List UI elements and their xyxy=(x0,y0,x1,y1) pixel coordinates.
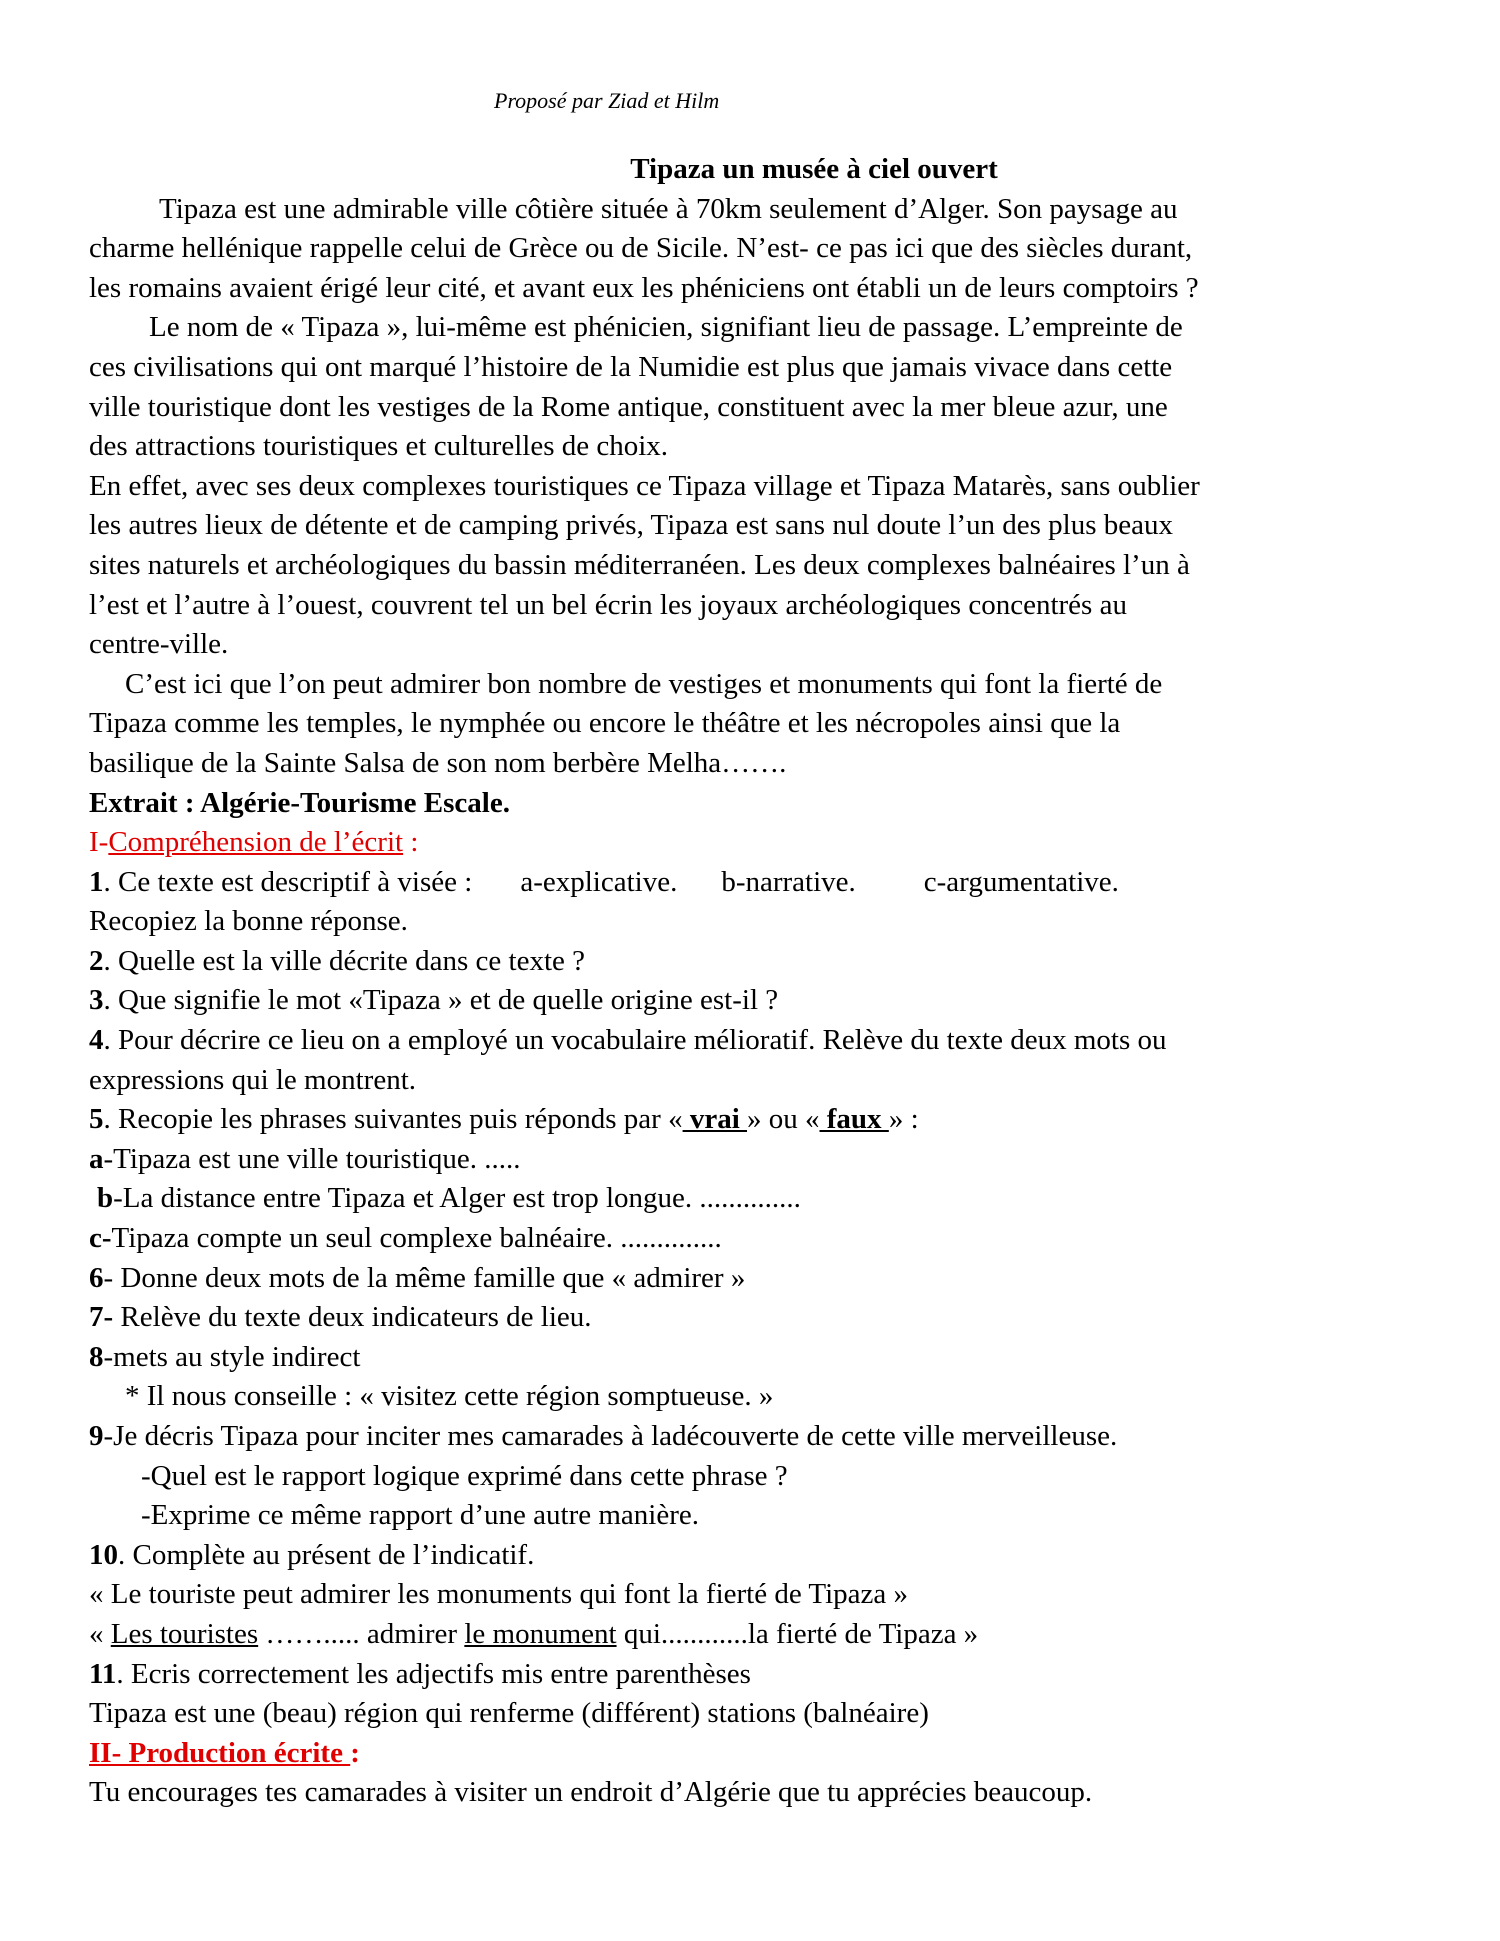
statement-letter: b xyxy=(97,1182,114,1215)
question-number: 5 xyxy=(89,1103,104,1136)
question-text: . Pour décrire ce lieu on a employé un vocabulaire mélioratif. Relève du texte deux mots ou xyxy=(103,1024,1167,1057)
question-1 xyxy=(89,863,1469,903)
exercise-text: qui............la fierté de Tipaza » xyxy=(616,1617,979,1650)
text-line: l’est et l’autre à l’ouest, couvrent tel un bel écrin les joyaux archéologiques concentrés au xyxy=(89,588,1127,621)
question-1-instruction: Recopiez la bonne réponse. xyxy=(89,905,408,938)
question-4 xyxy=(89,1021,1469,1061)
question-number: 1 xyxy=(89,865,104,898)
question-text: -mets au style indirect xyxy=(103,1340,361,1373)
question-text: » : xyxy=(888,1103,919,1136)
question-number: 2 xyxy=(89,944,104,977)
statement-letter: c- xyxy=(89,1222,112,1255)
section-title: Compréhension de l’écrit xyxy=(108,826,404,859)
statement-letter: a xyxy=(89,1142,104,1175)
statement-text: Tipaza compte un seul complexe balnéaire. .............. xyxy=(111,1222,722,1255)
section-heading-comprehension xyxy=(89,823,1469,863)
section-colon: : xyxy=(350,1736,360,1769)
question-number: 9 xyxy=(89,1420,104,1452)
document-body xyxy=(89,150,1469,1813)
question-text: . Ce texte est descriptif à visée : xyxy=(103,865,473,898)
question-number: 3 xyxy=(89,984,104,1017)
section-colon: : xyxy=(403,826,419,859)
question-7 xyxy=(89,1298,1469,1338)
production-prompt: Tu encourages tes camarades à visiter un endroit d’Algérie que tu apprécies beaucoup. xyxy=(89,1776,1093,1809)
question-number: 4 xyxy=(89,1024,104,1057)
question-6 xyxy=(89,1259,1469,1299)
question-11-sentence: Tipaza est une (beau) région qui renferme (différent) stations (balnéaire) xyxy=(89,1697,929,1730)
question-text: Relève du texte deux indicateurs de lieu. xyxy=(113,1301,592,1334)
question-text: . Complète au présent de l’indicatif. xyxy=(118,1538,535,1571)
question-number: 7- xyxy=(89,1301,114,1334)
option-c: c-argumentative. xyxy=(923,865,1119,898)
text-line: charme hellénique rappelle celui de Grèce ou de Sicile. N’est- ce pas ici que des siècles durant, xyxy=(89,232,1193,265)
question-text: . Que signifie le mot «Tipaza » et de quelle origine est-il ? xyxy=(103,984,779,1017)
text-line: les romains avaient érigé leur cité, et avant eux les phéniciens ont établi un de leurs comptoirs ? xyxy=(89,271,1199,304)
author-line: Proposé par Ziad et Hilm xyxy=(494,88,720,113)
statement-a xyxy=(89,1140,1469,1180)
statement-text: -Tipaza est une ville touristique. ..... xyxy=(103,1142,521,1175)
text-line: Le nom de « Tipaza », lui-même est phénicien, signifiant lieu de passage. L’empreinte de xyxy=(149,311,1183,344)
question-number: 6 xyxy=(89,1261,104,1294)
question-9-sub-1: -Quel est le rapport logique exprimé dans cette phrase ? xyxy=(141,1459,788,1492)
section-prefix: I- xyxy=(89,826,109,859)
question-2 xyxy=(89,942,1469,982)
text-line: basilique de la Sainte Salsa de son nom berbère Melha……. xyxy=(89,746,787,779)
question-text: - Donne deux mots de la même famille que « admirer » xyxy=(103,1261,746,1294)
underlined-subject: Les touristes xyxy=(110,1617,259,1650)
text-line: Tipaza comme les temples, le nymphée ou encore le théâtre et les nécropoles ainsi que la xyxy=(89,707,1121,740)
statement-c xyxy=(89,1219,1469,1259)
word-faux: faux xyxy=(819,1103,889,1136)
question-5 xyxy=(89,1100,1469,1140)
question-number: 11 xyxy=(89,1657,117,1690)
question-8-quote: * Il nous conseille : « visitez cette région somptueuse. » xyxy=(125,1380,774,1413)
page-title: Tipaza un musée à ciel ouvert xyxy=(630,153,998,185)
text-line: les autres lieux de détente et de camping privés, Tipaza est sans nul doute l’un des plus beaux xyxy=(89,509,1174,542)
section-heading-production xyxy=(89,1734,1469,1774)
question-9 xyxy=(89,1417,1469,1457)
section-title: II- Production écrite xyxy=(89,1736,351,1769)
option-a: a-explicative. xyxy=(520,865,678,898)
question-4-continued: expressions qui le montrent. xyxy=(89,1063,417,1096)
underlined-object: le monument xyxy=(464,1617,617,1650)
statement-text: -La distance entre Tipaza et Alger est trop longue. .............. xyxy=(113,1182,801,1215)
question-text: . Quelle est la ville décrite dans ce texte ? xyxy=(103,944,586,977)
text-line: des attractions touristiques et culturelles de choix. xyxy=(89,430,669,463)
text-line: ces civilisations qui ont marqué l’histoire de la Numidie est plus que jamais vivace dans cette xyxy=(89,350,1173,383)
text-line: C’est ici que l’on peut admirer bon nombre de vestiges et monuments qui font la fierté de xyxy=(125,667,1163,700)
question-text: » ou « xyxy=(747,1103,820,1136)
text-line: Tipaza est une admirable ville côtière située à 70km seulement d’Alger. Son paysage au xyxy=(159,192,1178,225)
question-10 xyxy=(89,1536,1469,1576)
exercise-text: ……..... admirer xyxy=(258,1617,465,1650)
question-text: -Je décris Tipaza pour inciter mes camarades à ladécouverte de cette ville merveilleuse. xyxy=(103,1420,1118,1452)
question-10-model: « Le touriste peut admirer les monuments qui font la fierté de Tipaza » xyxy=(89,1578,909,1611)
text-line: sites naturels et archéologiques du bassin méditerranéen. Les deux complexes balnéaires l’un à xyxy=(89,548,1190,581)
question-9-sub-2: -Exprime ce même rapport d’une autre manière. xyxy=(141,1499,699,1532)
text-line: En effet, avec ses deux complexes touristiques ce Tipaza village et Tipaza Matarès, sans oublier xyxy=(89,469,1200,502)
statement-b xyxy=(89,1179,1469,1219)
question-11 xyxy=(89,1655,1469,1695)
question-number: 8 xyxy=(89,1340,104,1373)
option-b: b-narrative. xyxy=(721,865,856,898)
text-line: centre-ville. xyxy=(89,628,229,661)
question-number: 10 xyxy=(89,1538,118,1571)
question-text: . Recopie les phrases suivantes puis réponds par « xyxy=(103,1103,683,1136)
question-10-exercise xyxy=(89,1615,1469,1655)
question-text: . Ecris correctement les adjectifs mis entre parenthèses xyxy=(116,1657,751,1690)
exercise-text: « xyxy=(89,1617,111,1650)
source-citation: Extrait : Algérie-Tourisme Escale. xyxy=(89,786,510,819)
word-vrai: vrai xyxy=(682,1103,748,1136)
question-3 xyxy=(89,981,1469,1021)
text-line: ville touristique dont les vestiges de la Rome antique, constituent avec la mer bleue azur, une xyxy=(89,390,1168,423)
question-8 xyxy=(89,1338,1469,1378)
